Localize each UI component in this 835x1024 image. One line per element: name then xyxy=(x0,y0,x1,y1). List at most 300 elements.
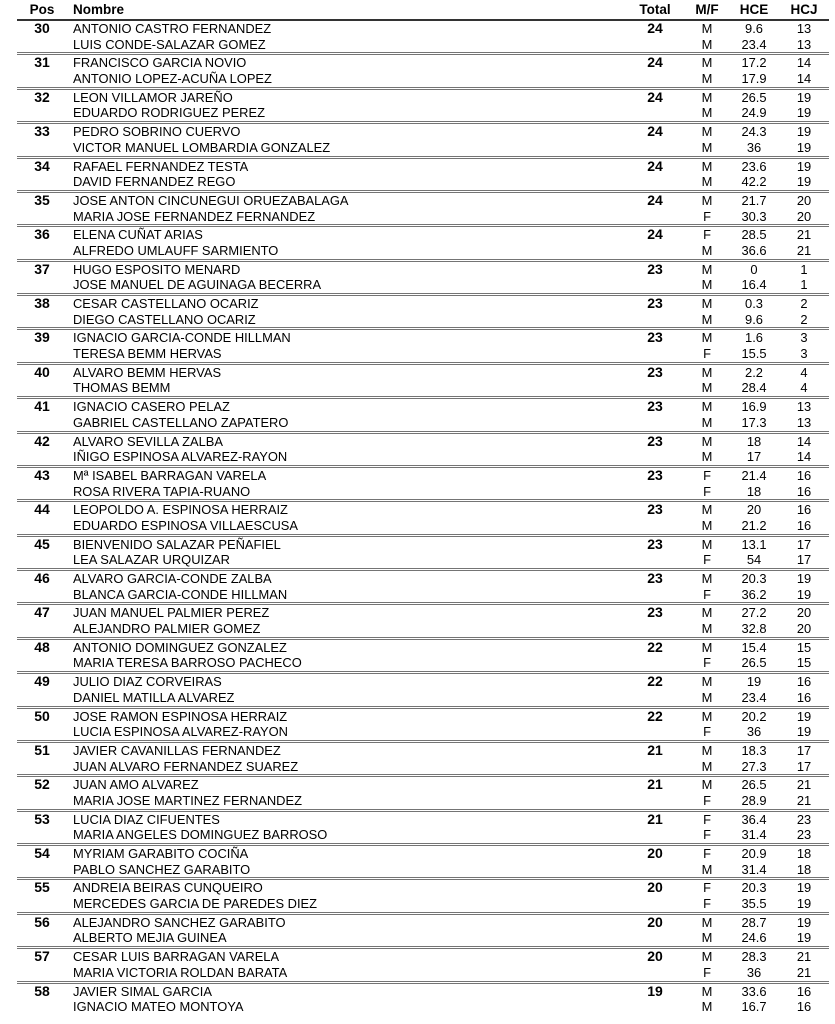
pos-cell: 50 xyxy=(34,707,50,724)
player-line xyxy=(17,587,829,603)
pos-cell: 39 xyxy=(34,329,50,346)
mf-cell: M xyxy=(701,621,713,637)
pair-row xyxy=(17,365,829,399)
player-line xyxy=(17,484,829,500)
player-name: MARIA ANGELES DOMINGUEZ BARROSO xyxy=(73,827,328,843)
hcj-cell: 21 xyxy=(796,964,812,980)
hcj-cell: 17 xyxy=(796,536,812,552)
mf-cell: M xyxy=(701,674,713,690)
hce-cell: 15.5 xyxy=(741,346,767,362)
total-cell: 20 xyxy=(647,913,663,930)
pair-row xyxy=(17,296,829,330)
player-line xyxy=(17,880,829,896)
hcj-cell: 19 xyxy=(796,708,812,724)
hcj-cell: 19 xyxy=(796,914,812,930)
total-cell: 20 xyxy=(647,845,663,861)
pos-cell: 44 xyxy=(34,501,50,518)
player-line xyxy=(17,930,829,946)
total-cell: 23 xyxy=(647,535,663,552)
hce-cell: 20 xyxy=(746,502,762,518)
hcj-cell: 19 xyxy=(796,586,812,602)
mf-cell: M xyxy=(701,983,713,999)
hcj-cell: 16 xyxy=(796,983,812,999)
pair-row xyxy=(17,777,829,811)
player-name: LUIS CONDE-SALAZAR GOMEZ xyxy=(73,36,266,52)
player-line xyxy=(17,468,829,484)
player-line xyxy=(17,159,829,175)
mf-cell: M xyxy=(701,364,713,380)
player-line xyxy=(17,984,829,1000)
player-line xyxy=(17,415,829,431)
mf-cell: M xyxy=(701,55,713,71)
hce-cell: 16.9 xyxy=(741,399,767,415)
player-name: EDUARDO ESPINOSA VILLAESCUSA xyxy=(73,517,298,533)
player-name: ALVARO SEVILLA ZALBA xyxy=(73,433,223,449)
player-name: EDUARDO RODRIGUEZ PEREZ xyxy=(73,105,265,121)
hce-cell: 18 xyxy=(746,433,762,449)
hcj-column-header: HCJ xyxy=(790,2,818,17)
mf-cell: M xyxy=(701,71,713,87)
player-line xyxy=(17,777,829,793)
pos-cell: 51 xyxy=(34,741,50,758)
player-line xyxy=(17,502,829,518)
pos-cell: 34 xyxy=(34,157,50,174)
total-cell: 24 xyxy=(647,54,663,71)
total-cell: 23 xyxy=(647,398,663,415)
player-name: LEOPOLDO A. ESPINOSA HERRAIZ xyxy=(73,502,288,518)
player-name: DANIEL MATILLA ALVAREZ xyxy=(73,689,235,705)
pos-cell: 30 xyxy=(34,20,50,36)
pair-row xyxy=(17,812,829,846)
pos-cell: 52 xyxy=(34,776,50,793)
player-line xyxy=(17,140,829,156)
mf-cell: F xyxy=(703,483,711,499)
mf-cell: F xyxy=(703,827,711,843)
mf-cell: M xyxy=(701,502,713,518)
hce-cell: 26.5 xyxy=(741,777,767,793)
player-name: IÑIGO ESPINOSA ALVAREZ-RAYON xyxy=(73,449,288,465)
player-name: PABLO SANCHEZ GARABITO xyxy=(73,861,251,877)
hce-cell: 24.6 xyxy=(741,930,767,946)
player-line xyxy=(17,552,829,568)
hcj-cell: 13 xyxy=(796,414,812,430)
hce-cell: 31.4 xyxy=(741,827,767,843)
hcj-cell: 18 xyxy=(796,861,812,877)
mf-cell: M xyxy=(701,571,713,586)
pos-cell: 49 xyxy=(34,673,50,690)
total-cell: 24 xyxy=(647,157,663,174)
hce-cell: 9.6 xyxy=(745,21,763,36)
pair-row xyxy=(17,124,829,158)
pair-row xyxy=(17,949,829,983)
hcj-cell: 16 xyxy=(796,517,812,533)
hcj-cell: 21 xyxy=(796,227,812,243)
hcj-cell: 19 xyxy=(796,880,812,896)
player-name: DAVID FERNANDEZ REGO xyxy=(73,174,236,190)
pair-row xyxy=(17,537,829,571)
mf-cell: M xyxy=(701,89,713,105)
hcj-cell: 13 xyxy=(796,21,812,36)
pair-row xyxy=(17,605,829,639)
mf-cell: M xyxy=(701,861,713,877)
total-cell: 23 xyxy=(647,604,663,621)
pos-cell: 41 xyxy=(34,398,50,415)
mf-cell: F xyxy=(703,724,711,740)
player-line xyxy=(17,690,829,706)
player-name: LEON VILLAMOR JAREÑO xyxy=(73,89,233,105)
pos-cell: 37 xyxy=(34,260,50,277)
player-line xyxy=(17,674,829,690)
mf-cell: F xyxy=(703,208,711,224)
mf-cell: M xyxy=(701,261,713,277)
pos-cell: 46 xyxy=(34,570,50,586)
hce-cell: 16.4 xyxy=(741,277,767,293)
player-name: MARIA JOSE FERNANDEZ FERNANDEZ xyxy=(73,208,316,224)
player-line xyxy=(17,518,829,534)
mf-cell: F xyxy=(703,467,711,483)
player-name: JAVIER SIMAL GARCIA xyxy=(73,983,212,999)
hcj-cell: 21 xyxy=(796,777,812,793)
hcj-cell: 17 xyxy=(796,552,812,568)
player-line xyxy=(17,346,829,362)
table-body xyxy=(17,21,829,1015)
hce-cell: 26.5 xyxy=(741,89,767,105)
hcj-cell: 20 xyxy=(796,208,812,224)
player-name: JOSE MANUEL DE AGUINAGA BECERRA xyxy=(73,277,322,293)
pair-row xyxy=(17,55,829,89)
player-name: RAFAEL FERNANDEZ TESTA xyxy=(73,158,249,174)
hce-cell: 23.4 xyxy=(741,36,767,52)
pair-row xyxy=(17,674,829,708)
player-line xyxy=(17,655,829,671)
player-line xyxy=(17,243,829,259)
pos-cell: 40 xyxy=(34,363,50,380)
player-line xyxy=(17,965,829,981)
pair-row xyxy=(17,984,829,1015)
hce-cell: 20.2 xyxy=(741,708,767,724)
hcj-cell: 19 xyxy=(796,105,812,121)
pair-row xyxy=(17,262,829,296)
player-line xyxy=(17,193,829,209)
player-name: CESAR CASTELLANO OCARIZ xyxy=(73,296,259,311)
hce-cell: 36.4 xyxy=(741,811,767,827)
player-line xyxy=(17,174,829,190)
hce-cell: 28.4 xyxy=(741,380,767,396)
hcj-cell: 23 xyxy=(796,827,812,843)
player-name: BLANCA GARCIA-CONDE HILLMAN xyxy=(73,586,288,602)
hce-cell: 32.8 xyxy=(741,621,767,637)
player-name: MARIA VICTORIA ROLDAN BARATA xyxy=(73,964,288,980)
player-name: HUGO ESPOSITO MENARD xyxy=(73,261,241,277)
mf-cell: M xyxy=(701,517,713,533)
mf-cell: M xyxy=(701,689,713,705)
hcj-cell: 3 xyxy=(800,330,808,346)
hcj-cell: 3 xyxy=(800,346,808,362)
hce-cell: 31.4 xyxy=(741,861,767,877)
table-header-row xyxy=(17,0,829,21)
mf-cell: M xyxy=(701,949,713,965)
total-cell: 21 xyxy=(647,776,663,793)
hce-cell: 24.9 xyxy=(741,105,767,121)
player-name: JUAN MANUEL PALMIER PEREZ xyxy=(73,605,270,621)
hcj-cell: 16 xyxy=(796,674,812,690)
hce-cell: 36 xyxy=(746,724,762,740)
hce-cell: 33.6 xyxy=(741,983,767,999)
player-line xyxy=(17,449,829,465)
mf-cell: F xyxy=(703,896,711,912)
mf-cell: M xyxy=(701,742,713,758)
mf-cell: M xyxy=(701,399,713,415)
hcj-cell: 16 xyxy=(796,467,812,483)
total-column-header: Total xyxy=(639,2,671,17)
hcj-cell: 20 xyxy=(796,621,812,637)
mf-cell: M xyxy=(701,105,713,121)
hcj-cell: 18 xyxy=(796,846,812,861)
player-line xyxy=(17,365,829,381)
pair-row xyxy=(17,571,829,605)
hce-cell: 36 xyxy=(746,964,762,980)
player-name: BIENVENIDO SALAZAR PEÑAFIEL xyxy=(73,536,281,552)
pos-cell: 43 xyxy=(34,466,50,483)
total-cell: 23 xyxy=(647,466,663,483)
player-name: ANTONIO CASTRO FERNANDEZ xyxy=(73,21,272,36)
hce-cell: 0 xyxy=(750,261,758,277)
hce-cell: 16.7 xyxy=(741,999,767,1015)
hce-cell: 15.4 xyxy=(741,639,767,655)
total-cell: 23 xyxy=(647,432,663,449)
pair-row xyxy=(17,468,829,502)
mf-cell: F xyxy=(703,846,711,861)
mf-cell: M xyxy=(701,708,713,724)
hce-cell: 30.3 xyxy=(741,208,767,224)
pair-row xyxy=(17,90,829,124)
player-name: LUCIA DIAZ CIFUENTES xyxy=(73,811,220,827)
hce-cell: 18 xyxy=(746,483,762,499)
player-line xyxy=(17,312,829,328)
pair-row xyxy=(17,880,829,914)
pos-cell: 58 xyxy=(34,982,50,999)
mf-cell: M xyxy=(701,139,713,155)
player-name: ALVARO GARCIA-CONDE ZALBA xyxy=(73,571,272,586)
mf-cell: M xyxy=(701,433,713,449)
hcj-cell: 21 xyxy=(796,949,812,965)
hcj-cell: 16 xyxy=(796,689,812,705)
hcj-cell: 15 xyxy=(796,639,812,655)
pair-row xyxy=(17,640,829,674)
pos-cell: 53 xyxy=(34,810,50,827)
player-name: ALEJANDRO SANCHEZ GARABITO xyxy=(73,914,286,930)
mf-cell: F xyxy=(703,811,711,827)
mf-cell: F xyxy=(703,792,711,808)
player-name: ROSA RIVERA TAPIA-RUANO xyxy=(73,483,251,499)
total-cell: 20 xyxy=(647,948,663,965)
player-name: MARIA TERESA BARROSO PACHECO xyxy=(73,655,302,671)
player-name: FRANCISCO GARCIA NOVIO xyxy=(73,55,247,71)
mf-cell: M xyxy=(701,414,713,430)
hcj-cell: 19 xyxy=(796,139,812,155)
hce-cell: 36 xyxy=(746,139,762,155)
pos-cell: 48 xyxy=(34,638,50,655)
mf-cell: F xyxy=(703,880,711,896)
hcj-cell: 17 xyxy=(796,742,812,758)
player-name: TERESA BEMM HERVAS xyxy=(73,346,222,362)
player-line xyxy=(17,55,829,71)
hcj-cell: 21 xyxy=(796,792,812,808)
total-cell: 23 xyxy=(647,363,663,380)
player-name: ALBERTO MEJIA GUINEA xyxy=(73,930,227,946)
player-line xyxy=(17,605,829,621)
player-name: PEDRO SOBRINO CUERVO xyxy=(73,124,241,140)
player-line xyxy=(17,709,829,725)
mf-cell: M xyxy=(701,930,713,946)
player-name: JOSE RAMON ESPINOSA HERRAIZ xyxy=(73,708,288,724)
total-cell: 24 xyxy=(647,88,663,105)
player-line xyxy=(17,812,829,828)
player-name: JULIO DIAZ CORVEIRAS xyxy=(73,674,222,690)
mf-cell: F xyxy=(703,655,711,671)
hce-cell: 24.3 xyxy=(741,124,767,140)
hcj-cell: 19 xyxy=(796,158,812,174)
hce-cell: 0.3 xyxy=(745,296,763,311)
player-line xyxy=(17,621,829,637)
mf-cell: M xyxy=(701,124,713,140)
hce-cell: 17.3 xyxy=(741,414,767,430)
pair-row xyxy=(17,709,829,743)
hce-cell: 20.9 xyxy=(741,846,767,861)
player-name: LUCIA ESPINOSA ALVAREZ-RAYON xyxy=(73,724,288,740)
mf-cell: M xyxy=(701,311,713,327)
total-cell: 21 xyxy=(647,810,663,827)
hcj-cell: 20 xyxy=(796,605,812,621)
player-line xyxy=(17,640,829,656)
mf-cell: M xyxy=(701,296,713,311)
hce-cell: 28.9 xyxy=(741,792,767,808)
pair-row xyxy=(17,743,829,777)
mf-cell: M xyxy=(701,914,713,930)
hce-cell: 2.2 xyxy=(745,364,763,380)
hce-cell: 21.4 xyxy=(741,467,767,483)
player-name: MERCEDES GARCIA DE PAREDES DIEZ xyxy=(73,896,318,912)
hcj-cell: 19 xyxy=(796,571,812,586)
hcj-cell: 20 xyxy=(796,192,812,208)
hcj-cell: 21 xyxy=(796,242,812,258)
player-line xyxy=(17,827,829,843)
player-name: JOSE ANTON CINCUNEGUI ORUEZABALAGA xyxy=(73,192,349,208)
hcj-cell: 14 xyxy=(796,449,812,465)
total-cell: 22 xyxy=(647,707,663,724)
mf-cell: F xyxy=(703,964,711,980)
player-name: GABRIEL CASTELLANO ZAPATERO xyxy=(73,414,289,430)
mf-cell: M xyxy=(701,158,713,174)
hce-cell: 21.7 xyxy=(741,192,767,208)
player-line xyxy=(17,743,829,759)
mf-cell: M xyxy=(701,330,713,346)
hce-cell: 1.6 xyxy=(745,330,763,346)
pos-cell: 56 xyxy=(34,913,50,930)
hce-cell: 36.2 xyxy=(741,586,767,602)
hce-column-header: HCE xyxy=(739,2,769,17)
hce-cell: 17.9 xyxy=(741,71,767,87)
player-name: LEA SALAZAR URQUIZAR xyxy=(73,552,230,568)
hcj-cell: 19 xyxy=(796,174,812,190)
hcj-cell: 13 xyxy=(796,399,812,415)
hcj-cell: 16 xyxy=(796,502,812,518)
total-cell: 23 xyxy=(647,295,663,311)
pos-column-header: Pos xyxy=(29,2,55,17)
total-cell: 21 xyxy=(647,741,663,758)
hce-cell: 27.3 xyxy=(741,758,767,774)
mf-cell: F xyxy=(703,346,711,362)
hce-cell: 54 xyxy=(746,552,762,568)
player-line xyxy=(17,846,829,862)
total-cell: 24 xyxy=(647,123,663,140)
pair-row xyxy=(17,159,829,193)
player-line xyxy=(17,793,829,809)
mf-cell: M xyxy=(701,277,713,293)
pos-cell: 32 xyxy=(34,88,50,105)
mf-cell: M xyxy=(701,242,713,258)
player-line xyxy=(17,999,829,1015)
player-line xyxy=(17,124,829,140)
player-name: VICTOR MANUEL LOMBARDIA GONZALEZ xyxy=(73,139,331,155)
hce-cell: 21.2 xyxy=(741,517,767,533)
player-line xyxy=(17,434,829,450)
hce-cell: 42.2 xyxy=(741,174,767,190)
hcj-cell: 19 xyxy=(796,896,812,912)
pos-cell: 54 xyxy=(34,845,50,861)
hcj-cell: 19 xyxy=(796,89,812,105)
hce-cell: 27.2 xyxy=(741,605,767,621)
pair-row xyxy=(17,915,829,949)
total-cell: 24 xyxy=(647,191,663,208)
hce-cell: 9.6 xyxy=(745,311,763,327)
pair-row xyxy=(17,434,829,468)
pos-cell: 38 xyxy=(34,295,50,311)
pair-row xyxy=(17,330,829,364)
pos-cell: 36 xyxy=(34,226,50,243)
player-line xyxy=(17,296,829,312)
pos-cell: 45 xyxy=(34,535,50,552)
player-line xyxy=(17,330,829,346)
player-name: ALEJANDRO PALMIER GOMEZ xyxy=(73,621,261,637)
total-cell: 23 xyxy=(647,570,663,586)
hcj-cell: 14 xyxy=(796,433,812,449)
player-line xyxy=(17,262,829,278)
mf-cell: M xyxy=(701,758,713,774)
total-cell: 23 xyxy=(647,260,663,277)
nombre-column-header: Nombre xyxy=(73,2,125,17)
player-line xyxy=(17,277,829,293)
hce-cell: 18.3 xyxy=(741,742,767,758)
player-line xyxy=(17,724,829,740)
total-cell: 24 xyxy=(647,226,663,243)
hce-cell: 23.6 xyxy=(741,158,767,174)
player-name: JUAN ALVARO FERNANDEZ SUAREZ xyxy=(73,758,299,774)
pair-row xyxy=(17,502,829,536)
hcj-cell: 16 xyxy=(796,999,812,1015)
hce-cell: 23.4 xyxy=(741,689,767,705)
player-name: MYRIAM GARABITO COCIÑA xyxy=(73,846,249,861)
mf-cell: M xyxy=(701,999,713,1015)
hce-cell: 35.5 xyxy=(741,896,767,912)
mf-cell: M xyxy=(701,449,713,465)
player-name: JAVIER CAVANILLAS FERNANDEZ xyxy=(73,742,281,758)
player-name: ANTONIO LOPEZ-ACUÑA LOPEZ xyxy=(73,71,272,87)
player-name: ALFREDO UMLAUFF SARMIENTO xyxy=(73,242,279,258)
total-cell: 19 xyxy=(647,982,663,999)
hcj-cell: 15 xyxy=(796,655,812,671)
total-cell: 23 xyxy=(647,329,663,346)
